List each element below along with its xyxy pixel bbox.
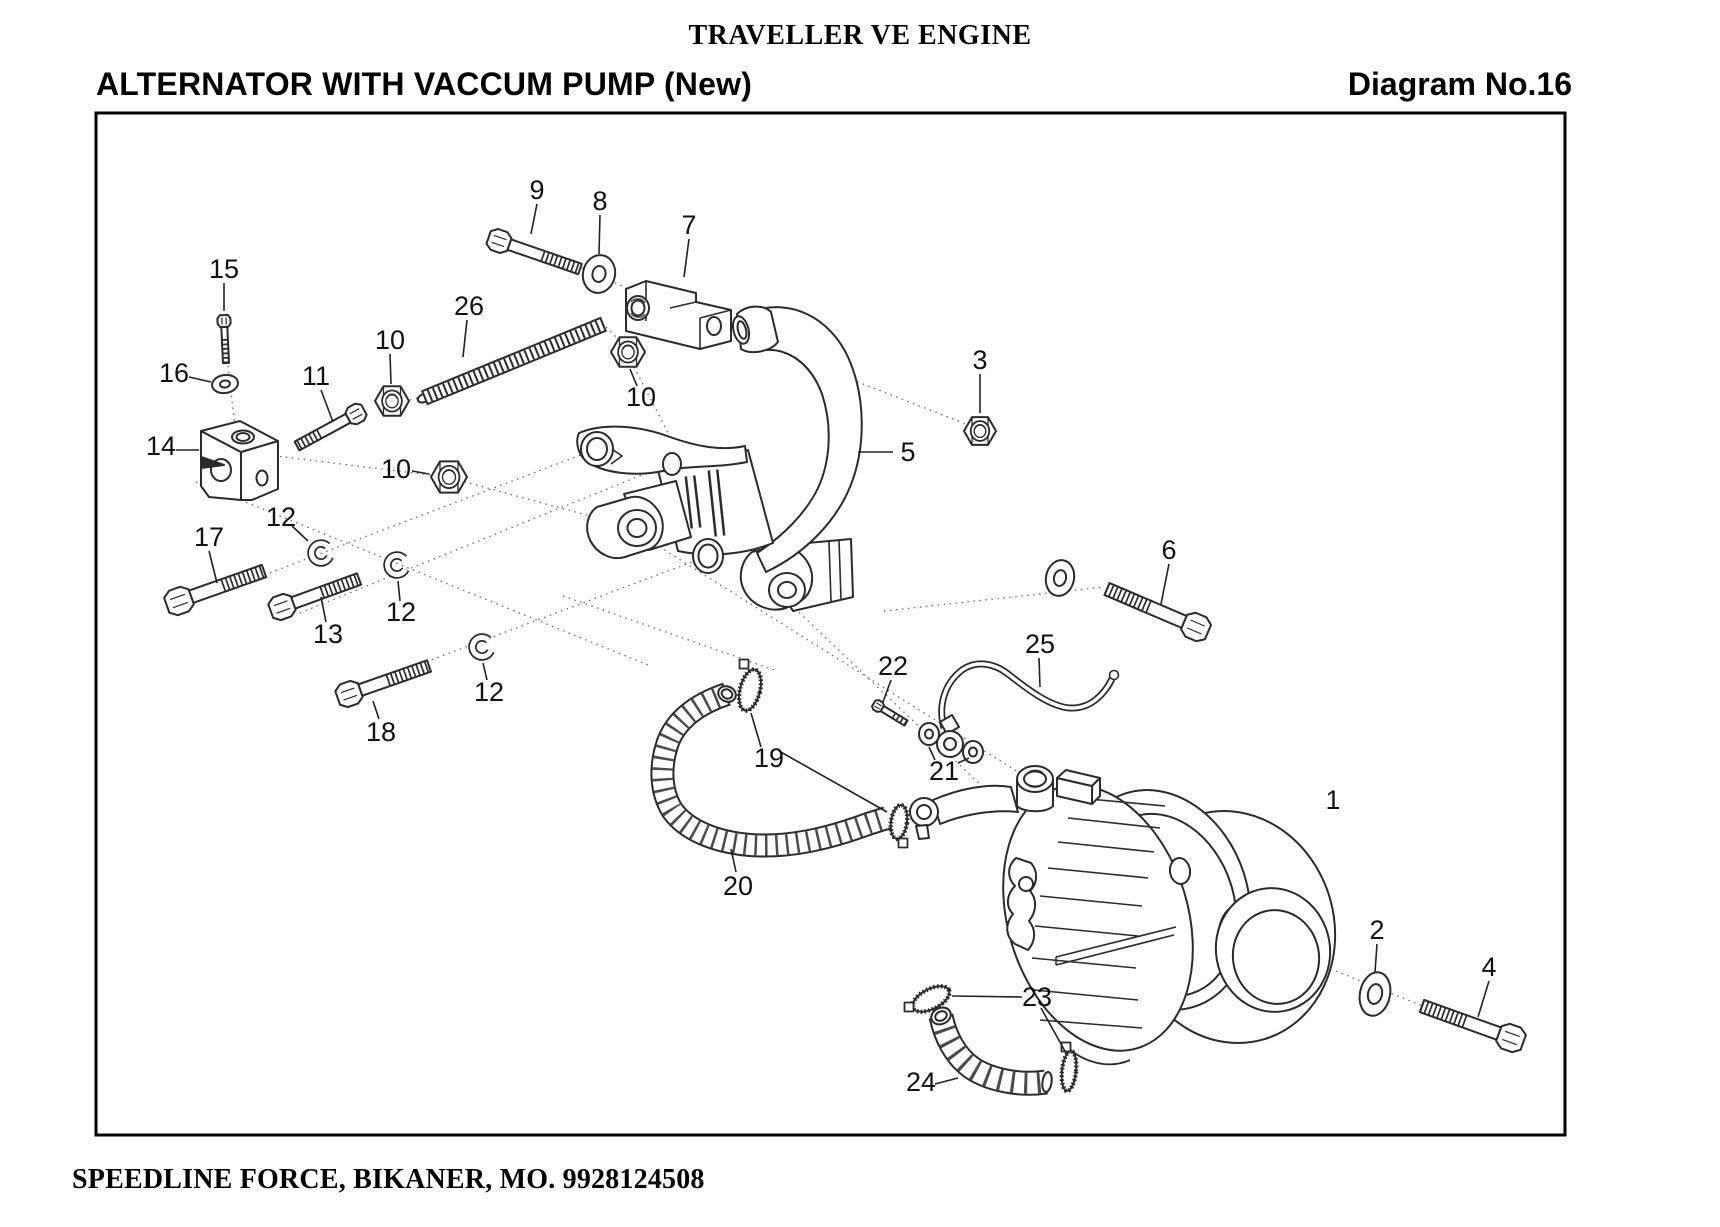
pump-ear-hole [1019, 877, 1033, 891]
part-label-18 [366, 701, 396, 747]
part-number: 10 [625, 382, 657, 412]
bracket-hole2 [663, 453, 681, 475]
part-number: 20 [722, 871, 754, 901]
part-number: 16 [158, 358, 190, 388]
part-number: 21 [928, 756, 960, 786]
label-leader-line [1161, 564, 1169, 604]
part-number: 12 [473, 677, 505, 707]
bracket-ear-hole [699, 545, 718, 568]
part-number: 17 [193, 522, 225, 552]
part-label-23 [952, 982, 1066, 1053]
threaded-rod-26 [424, 324, 604, 398]
part-number: 12 [265, 502, 297, 532]
washer-part-21 [919, 723, 939, 745]
part-label-14 [146, 431, 199, 461]
axis-dotted-line [268, 455, 447, 477]
bolt-part-9 [486, 229, 581, 274]
hose-clamp-part-19 [735, 660, 765, 713]
engine-title: TRAVELLER VE ENGINE [688, 20, 1032, 51]
part-label-2 [1369, 915, 1384, 972]
label-leader-line [1478, 981, 1489, 1017]
label-leader-line [463, 320, 467, 357]
label-leader-line [684, 239, 689, 277]
bolt-part-4 [1420, 1000, 1526, 1052]
part-number: 14 [145, 431, 177, 461]
block7-bore-in [632, 301, 645, 316]
part-label-3 [972, 345, 987, 413]
part-number: 24 [905, 1067, 937, 1097]
washer-part-2 [1356, 969, 1394, 1018]
part-number: 7 [681, 210, 697, 240]
part-label-17 [194, 522, 224, 583]
axis-dotted-line [884, 587, 1104, 611]
part-label-13 [313, 597, 343, 649]
bolt-part-15 [217, 315, 230, 363]
label-leader-line [935, 1078, 958, 1084]
part-number: 5 [900, 437, 916, 467]
pump-arm [933, 786, 1018, 824]
pump-banjo-hole [917, 805, 931, 819]
bolt-part-13 [268, 573, 361, 620]
part-number: 2 [1369, 915, 1385, 945]
hose-part-24 [941, 1016, 1046, 1083]
part-label-12 [474, 663, 504, 707]
part-label-19 [751, 713, 887, 812]
part-label-12 [386, 581, 416, 627]
bracket-cyl-hole [628, 519, 647, 537]
lock-clip-part-12 [310, 542, 331, 564]
part-number: 3 [972, 345, 988, 375]
part-label-7 [681, 210, 696, 277]
label-leader-line [751, 713, 761, 747]
block14-tophole-in [237, 433, 250, 441]
part-number: 11 [301, 361, 331, 391]
hex-nut-part-10 [375, 386, 409, 415]
part-label-24 [906, 1067, 958, 1097]
label-leader-line [1039, 658, 1040, 687]
diagram-title: ALTERNATOR WITH VACCUM PUMP (New) [96, 66, 753, 102]
label-leader-line [189, 377, 211, 382]
axis-dotted-line [786, 600, 1007, 810]
part-label-12 [266, 502, 308, 541]
pump-banjo-nub [916, 825, 929, 839]
bolt-part-6 [1104, 583, 1211, 641]
bracket-foot-hole [778, 582, 796, 598]
dealer-info: SPEEDLINE FORCE, BIKANER, MO. 9928124508 [72, 1164, 705, 1195]
label-leader-line [883, 680, 891, 702]
part-label-15 [209, 254, 239, 311]
label-leader-line [412, 471, 429, 474]
ring-terminal-21 [937, 715, 963, 757]
block7-lug-hole [707, 317, 721, 335]
diagram-number: Diagram No.16 [1347, 66, 1572, 102]
part-label-11 [302, 361, 333, 422]
pump-ears [1007, 858, 1036, 950]
part-number: 26 [453, 291, 485, 321]
washer-part-washer-plain [1043, 557, 1078, 598]
part-number: 4 [1481, 952, 1497, 982]
part-number: 25 [1024, 629, 1056, 659]
bolt-part-18 [335, 660, 431, 707]
block14-sidehole [257, 471, 268, 486]
lock-clip-part-12 [387, 555, 406, 575]
hose-clamp-part-23 [1060, 1043, 1078, 1092]
part-number: 13 [312, 619, 344, 649]
bolt-part-22 [872, 700, 908, 725]
label-leader-line [321, 390, 333, 422]
hose-clamp-part-19 [889, 804, 910, 847]
part-label-6 [1161, 535, 1177, 604]
part-label-8 [592, 186, 607, 254]
label-leader-line [779, 751, 887, 812]
part-label-10 [381, 454, 429, 484]
part-label-10 [375, 325, 405, 384]
label-leader-line [209, 551, 217, 583]
part-number: 1 [1325, 785, 1341, 815]
label-leader-line [599, 215, 600, 254]
lock-clip-part-12 [471, 636, 491, 657]
hex-nut-part-10 [431, 461, 467, 492]
bracket-boss-hole [587, 438, 607, 460]
part-number: 9 [529, 175, 545, 205]
part-number: 22 [877, 651, 909, 681]
part-number: 18 [365, 717, 397, 747]
hex-nut-part-3 [964, 417, 996, 445]
part-number: 12 [385, 597, 417, 627]
part-number: 10 [380, 454, 412, 484]
part-label-26 [454, 291, 484, 357]
label-leader-line [531, 204, 537, 234]
part-label-25 [1025, 629, 1055, 687]
part-label-22 [878, 651, 908, 702]
washer-part-8 [579, 252, 618, 296]
part-label-5 [858, 437, 916, 467]
hex-nut-part-10 [611, 337, 645, 366]
label-leader-line [1375, 944, 1377, 972]
part-number: 23 [1021, 982, 1053, 1012]
part-label-1 [1325, 785, 1340, 815]
part-label-9 [529, 175, 544, 234]
part-number: 10 [374, 325, 406, 355]
vacuum-wire-25 [942, 664, 1119, 728]
part-label-10 [626, 369, 656, 412]
part-number: 15 [208, 254, 240, 284]
part-number: 19 [753, 743, 785, 773]
part-number: 6 [1161, 535, 1177, 565]
bolt-part-11 [295, 404, 367, 451]
label-leader-line [952, 996, 1022, 997]
part-label-16 [159, 358, 211, 388]
washer-part-16 [211, 373, 239, 394]
part-label-4 [1478, 952, 1497, 1017]
part-number: 8 [592, 186, 608, 216]
label-leader-line [390, 354, 391, 384]
parts-geometry [164, 229, 1526, 1093]
